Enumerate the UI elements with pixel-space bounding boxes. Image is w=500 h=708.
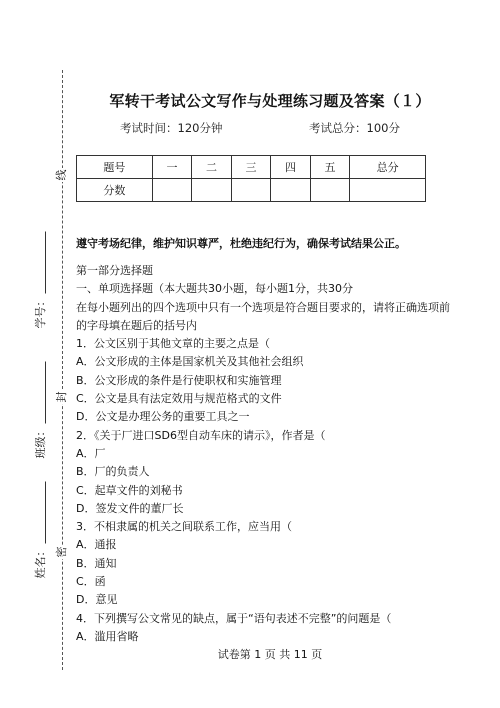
question-text: 3．不相隶属的机关之间联系工作，应当用（ — [76, 520, 292, 534]
score-cell[interactable] — [231, 179, 271, 202]
option-text: C．公文是具有法定效用与规范格式的文件 — [76, 392, 282, 406]
score-cell[interactable] — [271, 179, 311, 202]
question-text: 1．公文区别于其他文章的主要之点是（ — [76, 337, 270, 351]
score-table-header-cell: 三 — [231, 156, 271, 179]
score-table-header-cell: 二 — [192, 156, 232, 179]
score-cell[interactable] — [192, 179, 232, 202]
option-text: D．意见 — [76, 593, 118, 607]
score-table-header-row — [77, 156, 426, 179]
section-title: 第一部分选择题 — [76, 264, 153, 277]
option-text: B．公文形成的条件是行使职权和实施管理 — [76, 373, 282, 387]
student-id-field[interactable] — [24, 230, 56, 330]
option-text: C．函 — [76, 575, 106, 589]
exam-notice: 遵守考场纪律，维护知识尊严，杜绝违纪行为，确保考试结果公正。 — [76, 237, 406, 250]
option-text: A．公文形成的主体是国家机关及其他社会组织 — [76, 355, 304, 369]
score-cell[interactable] — [310, 179, 350, 202]
score-cell[interactable] — [152, 179, 192, 202]
question-section-heading: 一、单项选择题（本大题共30小题，每小题1分，共30分 — [76, 282, 353, 296]
score-table-header-cell: 一 — [152, 156, 192, 179]
question-text: 2．《关于厂进口SD6型自动车床的请示》，作者是（ — [76, 428, 326, 442]
name-field[interactable] — [24, 480, 56, 580]
page-footer: 试卷第 1 页 共 11 页 — [217, 648, 323, 661]
student-id-label: 学号： — [34, 295, 47, 329]
exam-info — [120, 120, 400, 136]
option-text: B．厂的负责人 — [76, 465, 150, 479]
score-table-header-cell: 题号 — [77, 156, 153, 179]
score-table-row-label: 分数 — [77, 179, 153, 202]
score-table-score-row — [77, 179, 426, 202]
class-label: 班级： — [34, 425, 47, 459]
option-text: A．滥用省略 — [76, 629, 139, 643]
option-text: B．通知 — [76, 556, 117, 570]
score-table-header-cell: 四 — [271, 156, 311, 179]
option-text: C．起草文件的刘秘书 — [76, 483, 183, 497]
option-text: D．签发文件的董厂长 — [76, 501, 184, 515]
option-text: A．厂 — [76, 446, 106, 460]
binding-char-seal: 封 — [55, 391, 68, 403]
binding-char-secret: 密 — [55, 546, 68, 558]
binding-dashed-line — [62, 70, 63, 670]
document-title: 军转干考试公文写作与处理练习题及答案（１） — [109, 92, 431, 110]
class-field[interactable] — [24, 360, 56, 460]
binding-char-line: 线 — [55, 169, 68, 181]
name-label: 姓名： — [34, 545, 47, 579]
score-table-header-cell: 五 — [310, 156, 350, 179]
score-table-header-cell: 总分 — [350, 156, 426, 179]
option-text: A．通报 — [76, 538, 117, 552]
question-text: 4．下列撰写公文常见的缺点，属于“语句表述不完整”的问题是（ — [76, 611, 392, 625]
question-content — [76, 262, 450, 646]
option-text: D．公文是办理公务的重要工具之一 — [76, 410, 250, 424]
score-table — [76, 155, 426, 202]
instruction-text: 的字母填在题后的括号内 — [76, 318, 197, 332]
exam-time: 考试时间：120分钟 — [120, 121, 223, 135]
score-cell[interactable] — [350, 179, 426, 202]
instruction-text: 在每小题列出的四个选项中只有一个选项是符合题目要求的，请将正确选项前 — [76, 300, 450, 314]
exam-total-score: 考试总分：100分 — [309, 121, 400, 135]
